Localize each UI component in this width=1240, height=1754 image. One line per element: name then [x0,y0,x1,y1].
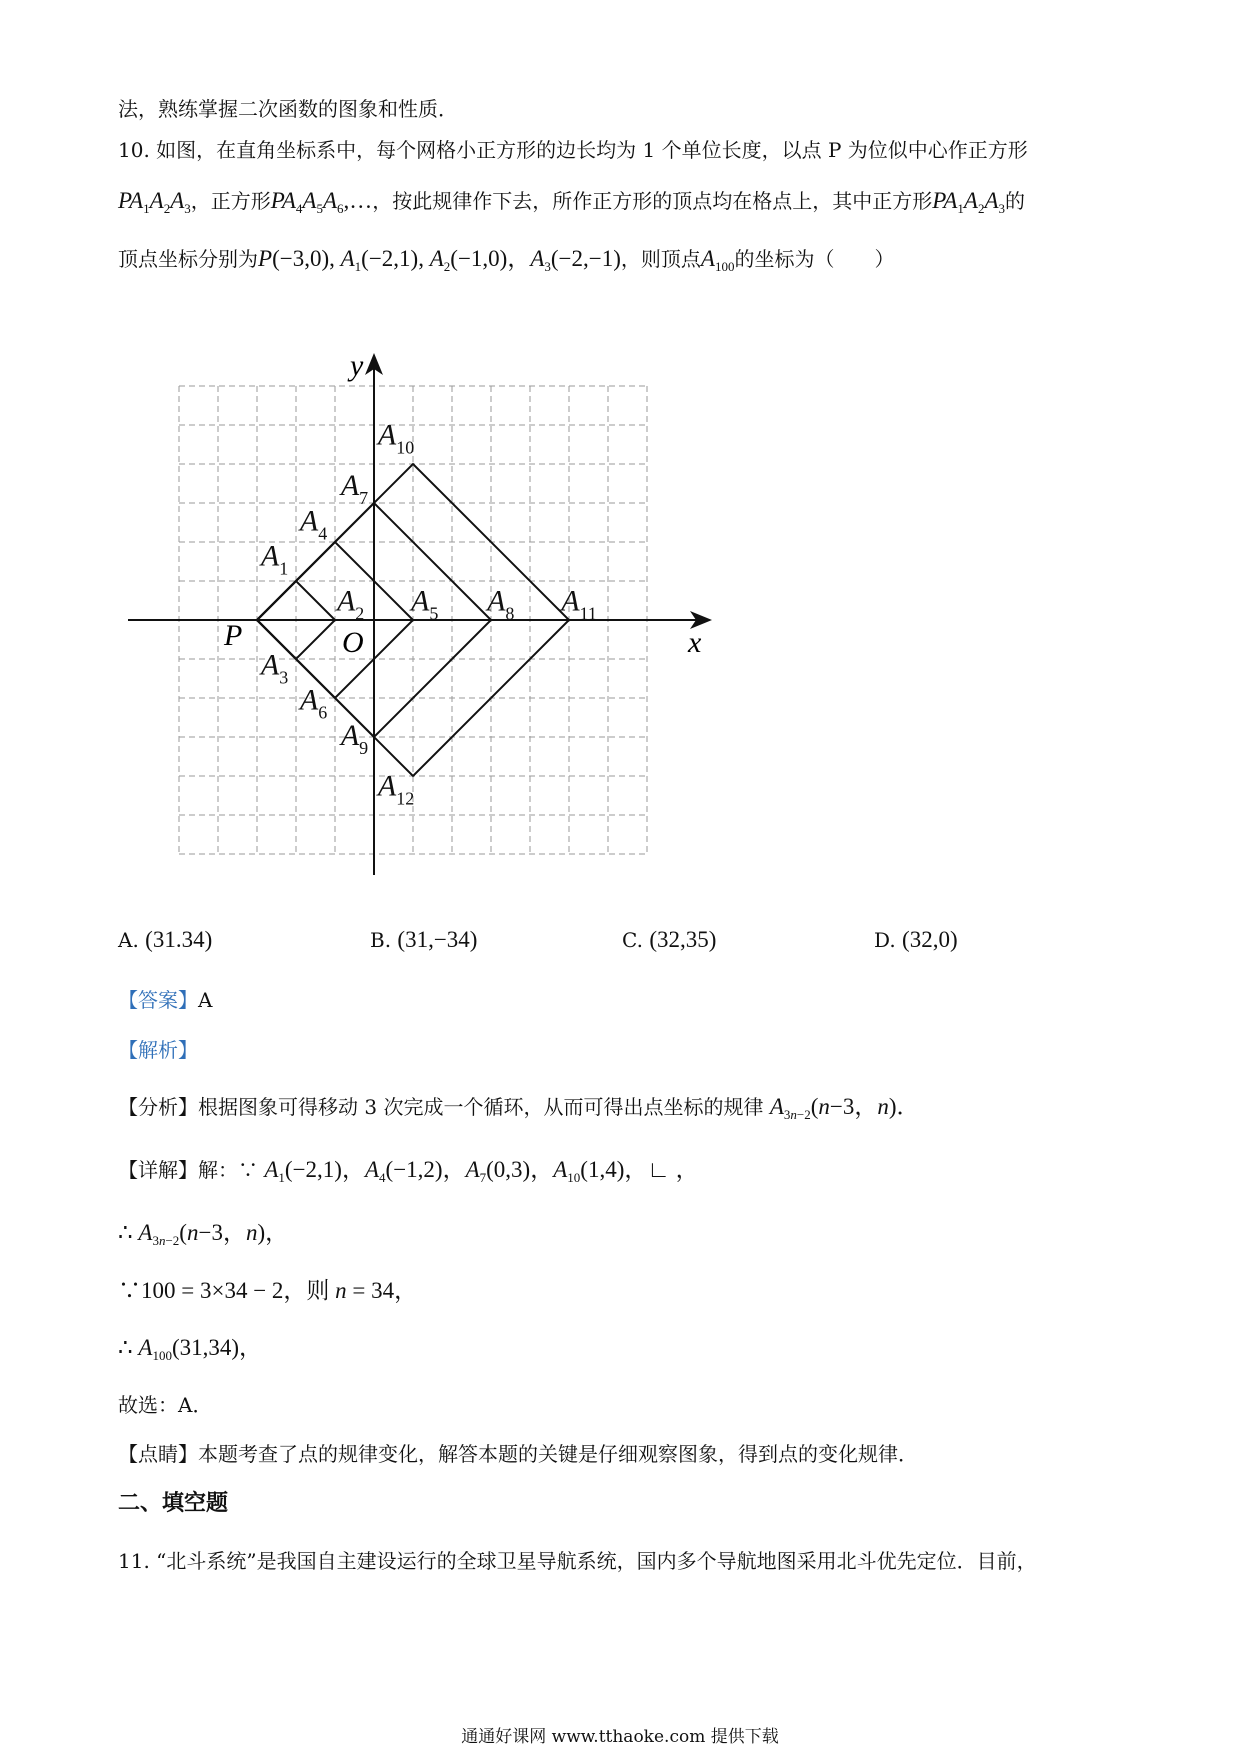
option-d[interactable] [874,925,958,955]
option-d-letter: D. [874,928,896,952]
xiangjie-text: 解：∵ [198,1158,258,1182]
label-a8: $A_8$ [487,584,515,624]
fenxi-label: 【分析】 [118,1095,198,1119]
point-p-label: P [224,619,243,652]
step-3 [118,1333,262,1371]
step-1 [118,1218,288,1256]
intro-tail: 法，熟练掌握二次函数的图象和性质． [118,97,458,121]
math-square-2: $PA_4A_5A_6,\dots$ [270,188,373,216]
dianjing-label: 【点睛】 [118,1442,198,1466]
origin-label: O [342,626,364,659]
option-b[interactable] [370,925,477,955]
option-a[interactable] [118,925,212,955]
q10-line2-c: 的 [1005,189,1026,213]
option-c[interactable] [622,925,716,955]
math-given: $A_1(-2,1)$，$A_4(-1,2)$，$A_7(0,3)$，$A_{10}(1,4)$，∟ ， [264,1157,699,1185]
math-square-1: $PA_1A_2A_3$ [118,188,191,216]
math-rule: $A_{3n-2}(n-3$，n)． [769,1094,920,1122]
xiangjie-label: 【详解】 [118,1158,198,1182]
label-a6: $A_6$ [299,683,328,723]
q10-line2-a: ，正方形 [190,189,271,213]
option-d-value: (32,0) [902,927,958,952]
label-a9: $A_9$ [340,718,369,758]
label-a2: $A_2$ [336,584,365,624]
q10-line3 [118,244,894,282]
answer-line [118,985,212,1015]
q10-line2 [118,186,1025,224]
label-a12: $A_{12}$ [377,769,415,809]
fenxi-text: 根据图象可得移动 3 次完成一个循环，从而可得出点坐标的规律 [198,1095,764,1119]
math-step-1: ∴ $A_{3n-2}(n-3$，n)， [118,1220,289,1248]
dianjing-line [118,1439,918,1469]
label-a7: $A_7$ [340,469,369,509]
label-a3: $A_3$ [260,648,289,688]
option-c-letter: C. [622,928,643,952]
q11-line: 11. “北斗系统”是我国自主建设运行的全球卫星导航系统，国内多个导航地图采用北斗优先定位．目前， [118,1549,1037,1573]
option-b-value: (31,−34) [397,927,478,952]
fenxi-line [118,1092,920,1130]
q10-line3-b: ，则顶点 [620,247,701,271]
q10-line3-a: 顶点坐标分别为 [118,247,258,271]
label-a1: $A_1$ [260,539,289,579]
option-a-value: (31.34) [145,927,213,952]
axis-x-label: x [688,626,702,659]
section-2-heading: 二、填空题 [118,1490,229,1516]
q10-line3-c: 的坐标为（ ） [734,247,895,271]
option-c-value: (32,35) [649,927,717,952]
option-a-letter: A. [118,928,139,952]
q10-line2-b: ，按此规律作下去，所作正方形的顶点均在格点上，其中正方形 [372,189,933,213]
label-a5: $A_5$ [411,584,439,624]
math-square-1b: $PA_1A_2A_3$ [932,188,1006,216]
math-step-3: ∴ $A_{100}(31,34)$， [118,1335,263,1363]
axis-y-label: y [350,349,364,382]
analysis-label: 【解析】 [118,1038,198,1062]
point-labels [259,419,597,809]
label-a10: $A_{10}$ [377,418,415,458]
dianjing-text: 本题考查了点的规律变化，解答本题的关键是仔细观察图象，得到点的变化规律． [198,1442,918,1466]
math-step-2: ∵100 = 3×34 − 2，则 n = 34， [118,1278,418,1303]
label-a4: $A_4$ [299,504,328,544]
step-conclude: 故选：A． [118,1393,213,1417]
step-2 [118,1276,417,1306]
math-coords: P(−3,0), $A_1(-2,1)$, $A_2(-1,0)$，$A_3(-2,-1)$ [258,246,621,274]
answer-label: 【答案】 [118,988,198,1012]
math-a100: $A_{100}$ [700,246,735,274]
option-b-letter: B. [370,928,392,952]
footer: 通通好课网 www.tthaoke.com 提供下载 [461,1727,779,1747]
coordinate-figure [120,345,730,895]
q10-line1: 10. 如图，在直角坐标系中，每个网格小正方形的边长均为 1 个单位长度，以点 P 为位似中心作正方形 [118,138,1028,162]
label-a11: $A_{11}$ [561,584,597,624]
answer-value: A [198,988,213,1012]
xiangjie-line [118,1155,699,1193]
